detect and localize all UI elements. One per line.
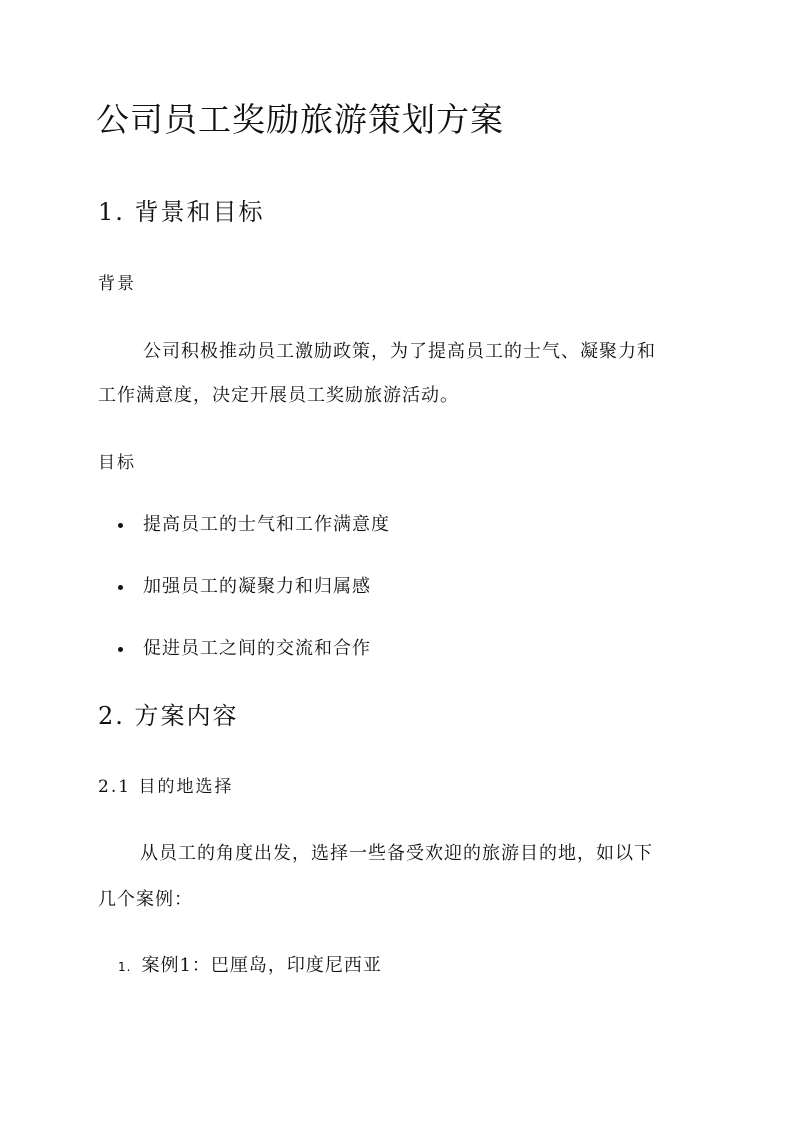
destination-paragraph-line-1: 从员工的角度出发，选择一些备受欢迎的旅游目的地，如以下 (140, 843, 653, 864)
list-item-text: 案例1：巴厘岛，印度尼西亚 (141, 955, 382, 976)
bullet-dot-icon (118, 585, 123, 590)
goal-bullet-item (118, 637, 371, 661)
section-heading-plan-content: 2. 方案内容 (98, 702, 239, 730)
goal-bullet-text: 加强员工的凝聚力和归属感 (143, 576, 371, 597)
bullet-dot-icon (118, 523, 123, 528)
destination-list-item (118, 954, 382, 979)
subsection-heading-destination: 2.1 目的地选择 (98, 777, 234, 797)
goal-bullet-item (118, 575, 371, 599)
goal-bullet-item (118, 513, 390, 537)
destination-paragraph-line-2: 几个案例： (98, 889, 193, 910)
goal-bullet-text: 促进员工之间的交流和合作 (143, 638, 371, 659)
background-paragraph-line-1: 公司积极推动员工激励政策，为了提高员工的士气、凝聚力和 (143, 341, 656, 362)
background-paragraph-line-2: 工作满意度，决定开展员工奖励旅游活动。 (98, 385, 459, 406)
subsection-heading-goals: 目标 (98, 453, 136, 473)
bullet-dot-icon (118, 647, 123, 652)
document-title: 公司员工奖励旅游策划方案 (96, 100, 504, 139)
section-heading-background-goals: 1. 背景和目标 (98, 198, 265, 226)
list-item-number: 1. (118, 960, 132, 974)
goal-bullet-text: 提高员工的士气和工作满意度 (143, 514, 390, 535)
subsection-heading-background: 背景 (98, 274, 136, 294)
